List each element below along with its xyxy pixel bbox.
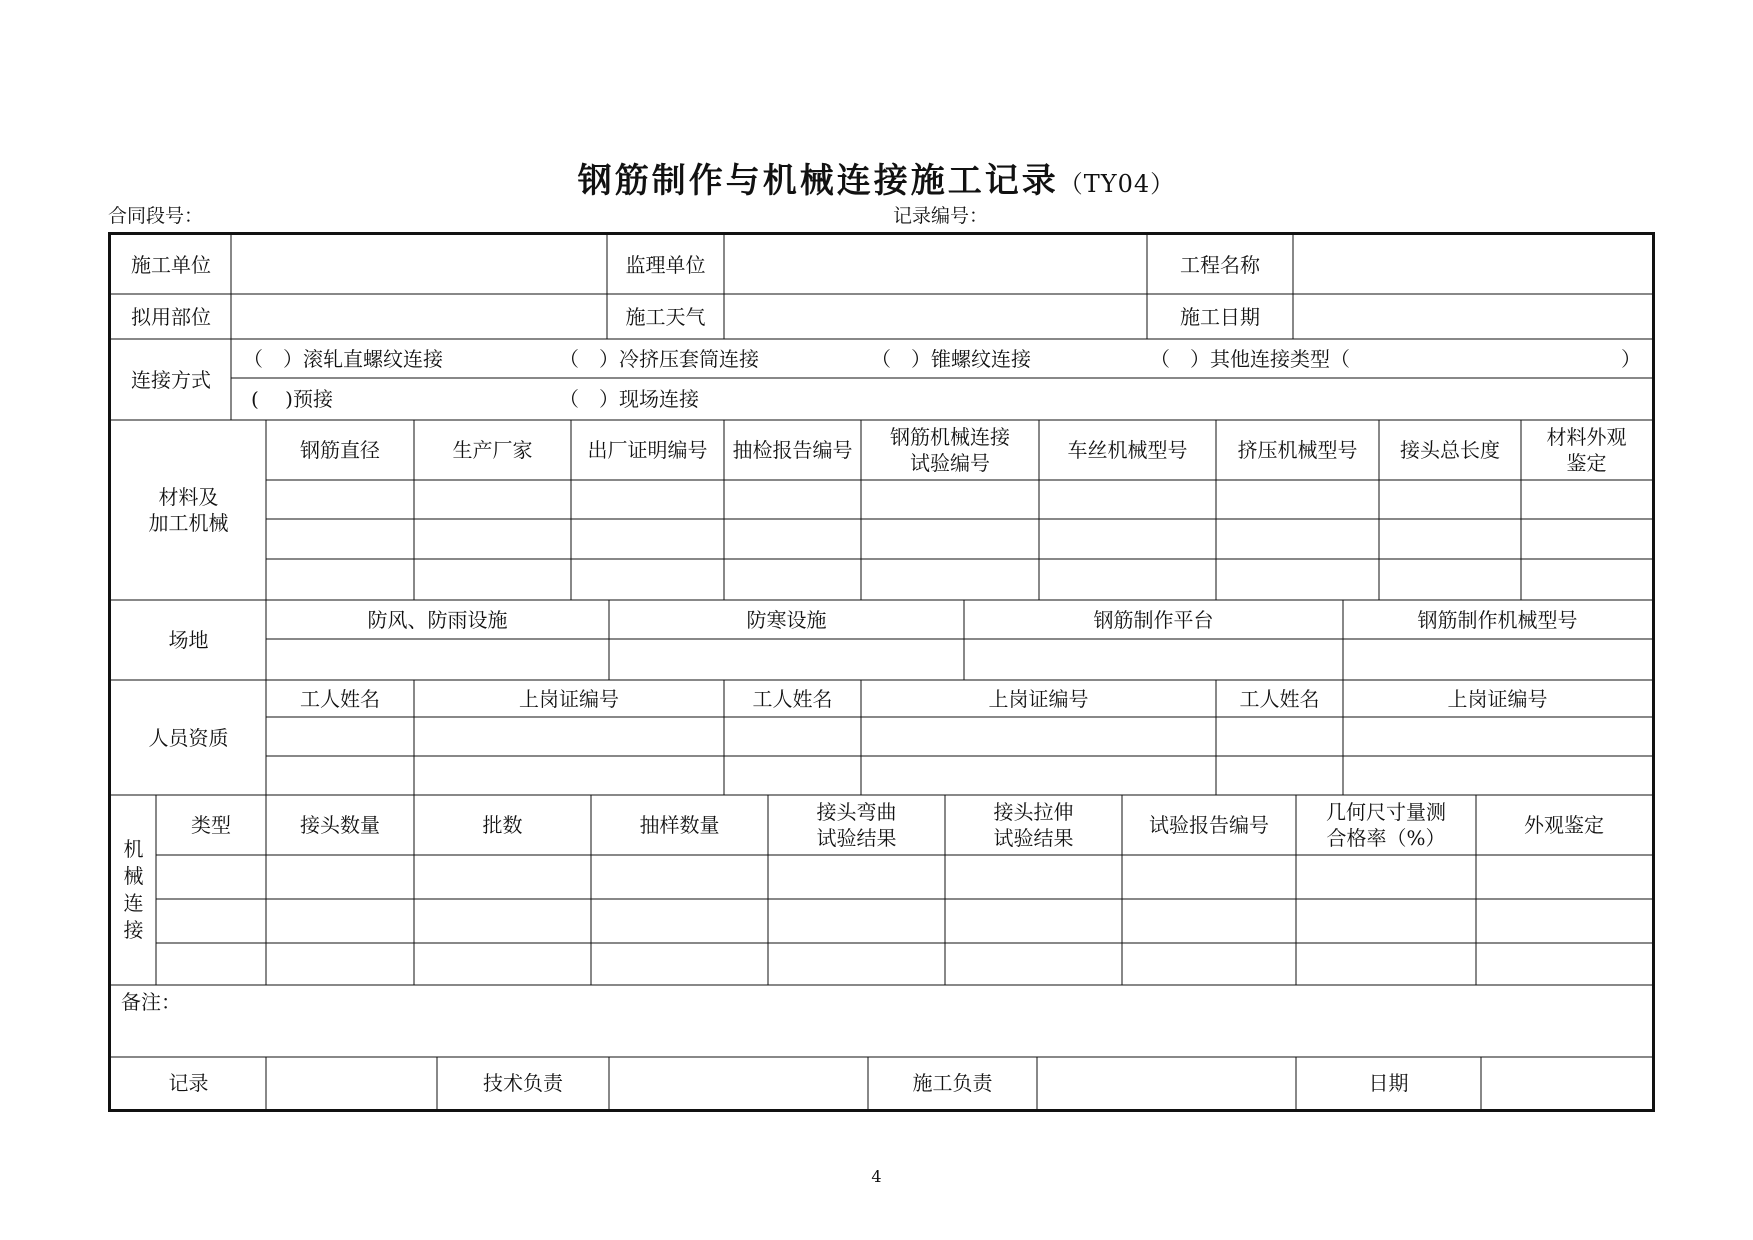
personnel-label: 人员资质 xyxy=(148,725,229,750)
contract-section-label: 合同段号： xyxy=(108,205,204,227)
mech-header-1: 类型 xyxy=(191,813,231,837)
weather-field[interactable] xyxy=(724,294,1147,339)
mech-header-8: 几何尺寸量测 合格率（%） xyxy=(1326,800,1446,850)
tech-lead-label: 技术负责 xyxy=(483,1071,563,1095)
supervision-unit-field[interactable] xyxy=(724,235,1147,294)
materials-header-2: 生产厂家 xyxy=(452,438,533,462)
personnel-header-6: 上岗证编号 xyxy=(1447,686,1548,711)
materials-header-1: 钢筋直径 xyxy=(300,438,380,462)
materials-header-9: 材料外观 鉴定 xyxy=(1546,425,1627,475)
option-rolled-thread[interactable]: （ ）滚轧直螺纹连接 xyxy=(243,346,443,371)
recorder-field[interactable] xyxy=(266,1057,437,1109)
mech-connection-label xyxy=(111,795,156,985)
date-label: 施工日期 xyxy=(1180,304,1260,329)
materials-label-line1: 材料及 xyxy=(158,485,219,509)
construction-lead-label: 施工负责 xyxy=(912,1071,993,1095)
materials-header-7: 挤压机械型号 xyxy=(1237,438,1358,462)
tech-lead-field[interactable] xyxy=(609,1057,868,1109)
materials-header-4: 抽检报告编号 xyxy=(732,438,853,462)
personnel-header-4: 上岗证编号 xyxy=(988,686,1089,711)
location-label: 拟用部位 xyxy=(131,304,211,329)
record-number-label: 记录编号： xyxy=(893,205,989,227)
form-title-text: 钢筋制作与机械连接施工记录 xyxy=(577,161,1059,201)
mech-header-9: 外观鉴定 xyxy=(1524,813,1604,837)
site-header-1: 防风、防雨设施 xyxy=(367,607,508,632)
option-cold-extrusion[interactable]: （ ）冷挤压套筒连接 xyxy=(559,346,759,371)
mech-label-char-3: 连 xyxy=(123,891,144,915)
supervision-unit-label: 监理单位 xyxy=(625,252,706,277)
materials-header-8: 接头总长度 xyxy=(1400,438,1500,462)
connection-method-label: 连接方式 xyxy=(131,367,211,392)
materials-header-6: 车丝机械型号 xyxy=(1067,438,1188,462)
mech-label-char-4: 接 xyxy=(123,918,144,942)
recorder-label: 记录 xyxy=(168,1071,209,1095)
mech-label-char-2: 械 xyxy=(123,864,144,888)
project-name-label: 工程名称 xyxy=(1180,252,1260,277)
construction-unit-field[interactable] xyxy=(231,235,607,294)
mech-label-char-1: 机 xyxy=(123,837,144,861)
record-form-table xyxy=(108,232,1655,1112)
materials-label xyxy=(111,420,266,600)
sign-date-label: 日期 xyxy=(1368,1071,1409,1095)
mech-header-7: 试验报告编号 xyxy=(1149,813,1269,837)
page-number: 4 xyxy=(871,1167,882,1186)
form-title xyxy=(0,153,1753,202)
option-taper-thread[interactable]: （ ）锥螺纹连接 xyxy=(871,346,1031,371)
form-code: （TY04） xyxy=(1058,170,1176,198)
site-header-3: 钢筋制作平台 xyxy=(1093,607,1214,632)
mech-header-2: 接头数量 xyxy=(300,813,380,837)
option-other-type[interactable]: （ ）其他连接类型（ xyxy=(1150,346,1350,371)
option-site-connect[interactable]: （ ）现场连接 xyxy=(559,387,699,411)
remarks-label: 备注： xyxy=(121,990,181,1014)
location-field[interactable] xyxy=(231,294,607,339)
site-header-4: 钢筋制作机械型号 xyxy=(1417,607,1578,632)
weather-label: 施工天气 xyxy=(625,304,706,329)
mech-header-5: 接头弯曲 试验结果 xyxy=(816,800,897,850)
personnel-header-5: 工人姓名 xyxy=(1239,686,1320,711)
site-header-2: 防寒设施 xyxy=(746,607,827,632)
personnel-header-1: 工人姓名 xyxy=(300,686,380,711)
site-label: 场地 xyxy=(168,628,209,652)
personnel-header-2: 上岗证编号 xyxy=(519,686,619,711)
materials-label-line2: 加工机械 xyxy=(148,511,229,535)
sign-date-field[interactable] xyxy=(1481,1057,1652,1109)
materials-header-5: 钢筋机械连接 试验编号 xyxy=(890,425,1010,475)
option-pre-connect[interactable]: ( )预接 xyxy=(251,387,333,411)
mech-header-4: 抽样数量 xyxy=(639,813,720,837)
materials-header-3: 出厂证明编号 xyxy=(587,438,708,462)
mech-header-6: 接头拉伸 试验结果 xyxy=(993,800,1074,850)
project-name-field[interactable] xyxy=(1293,235,1652,294)
construction-unit-label: 施工单位 xyxy=(131,252,211,277)
date-field[interactable] xyxy=(1293,294,1652,339)
remarks-field[interactable] xyxy=(111,985,1652,1057)
personnel-header-3: 工人姓名 xyxy=(752,686,833,711)
construction-lead-field[interactable] xyxy=(1037,1057,1296,1109)
mech-header-3: 批数 xyxy=(482,813,523,837)
option-other-close-paren: ） xyxy=(1621,346,1641,371)
